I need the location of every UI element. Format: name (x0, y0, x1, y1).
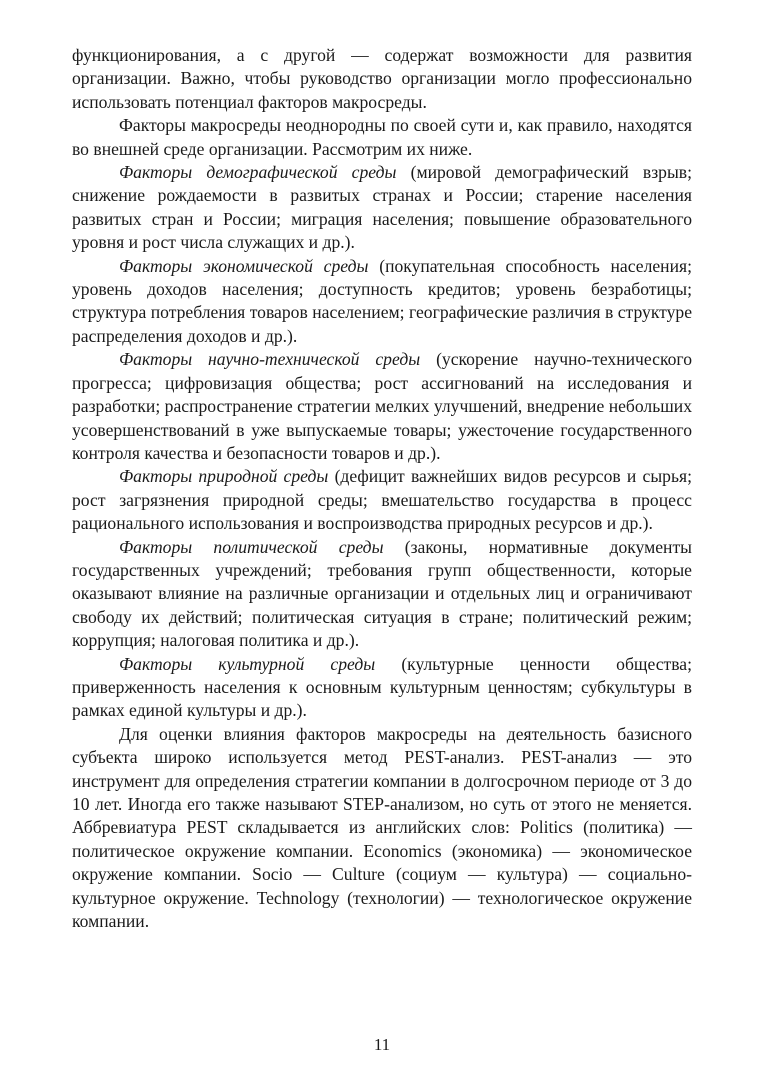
paragraph-text: (ускорение научно-технического прогресса; цифровизация общества; рост ассигнований на исследования и разработки; распространение стратегии мелких улучшений, внедрение небольших усовершенствований в уже выпускаемые товары; ужесточение государственного контроля качества и безопасности товаров и др.). (72, 349, 692, 463)
paragraph-demographic (72, 161, 692, 255)
paragraph-scientific-technical (72, 348, 692, 465)
page-body (72, 44, 692, 933)
paragraph-political (72, 536, 692, 653)
paragraph-text: (дефицит важнейших видов ресурсов и сырья; рост загрязнения природной среды; вмешательство государства в процесс рационального использования и воспроизводства природных ресурсов и др.). (72, 466, 692, 534)
paragraph-macro-factors (72, 114, 692, 161)
paragraph-text: Факторы макросреды неоднородны по своей сути и, как правило, находятся во внешней среде организации. Рассмотрим их ниже. (72, 115, 692, 159)
paragraph-economic (72, 255, 692, 349)
paragraph-natural (72, 465, 692, 535)
paragraph-text: (мировой демографический взрыв; снижение рождаемости в развитых странах и России; старение населения развитых стран и России; миграция населения; повышение образовательного уровня и рост числа служащих и др.). (72, 162, 692, 253)
term-economic: Факторы экономической среды (119, 255, 369, 276)
paragraph-intro-continued (72, 44, 692, 114)
term-scientific-technical: Факторы научно-технической среды (119, 349, 421, 370)
paragraph-text: (законы, нормативные документы государственных учреждений; требования групп общественности, которые оказывают влияние на различные организации и отдельных лиц и ограничивают свободу их действий; политическая ситуация в стране; политический режим; коррупция; налоговая политика и др.). (72, 536, 692, 651)
paragraph-text: (культурные ценности общества; приверженность населения к основным культурным ценностям; субкультуры в рамках единой культуры и др.). (72, 653, 692, 721)
page-number: 11 (373, 1035, 391, 1054)
paragraph-text: (покупательная способность населения; уровень доходов населения; доступность кредитов; уровень безработицы; структура потребления товаров населением; географические различия в структуре распределения доходов и др.). (72, 255, 692, 346)
term-cultural: Факторы культурной среды (119, 653, 376, 674)
term-political: Факторы политической среды (119, 536, 384, 557)
paragraph-text: функционирования, а с другой — содержат возможности для развития организации. Важно, чтобы руководство организации могло профессионально использовать потенциал факторов макросреды. (72, 45, 692, 112)
paragraph-text: Для оценки влияния факторов макросреды на деятельность базисного субъекта широко используется метод PEST-анализ. PEST-анализ — это инструмент для определения стратегии компании в долгосрочном периоде от 3 до 10 лет. Иногда его также называют STEP-анализом, но суть от этого не меняется. Аббревиатура PEST складывается из английских слов: Politics (политика) — политическое окружение компании. Economics (экономика) — экономическое окружение компании. Socio — Culture (социум — культура) — социально-культурное окружение. Technology (технологии) — технологическое окружение компании. (72, 723, 692, 932)
paragraph-cultural (72, 653, 692, 723)
term-demographic: Факторы демографической среды (119, 162, 397, 183)
term-natural: Факторы природной среды (119, 466, 329, 487)
paragraph-pest-analysis (72, 723, 692, 934)
